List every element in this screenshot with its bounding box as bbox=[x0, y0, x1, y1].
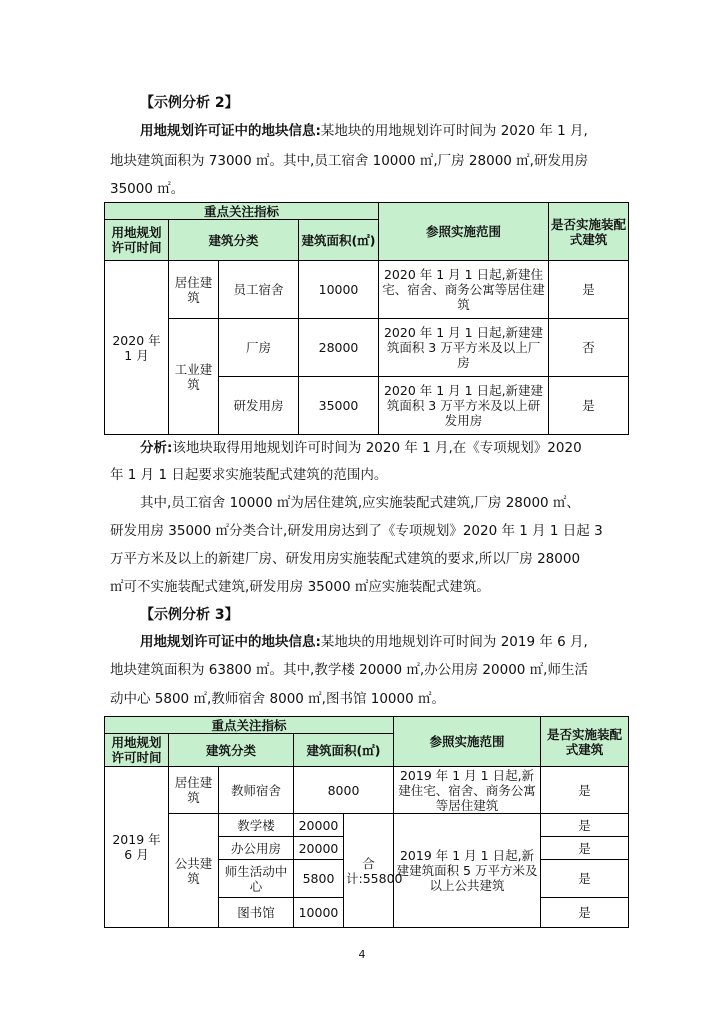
table-cell-area: 10000 bbox=[299, 261, 379, 319]
example2-table bbox=[104, 202, 629, 435]
example3-header-category: 建筑分类 bbox=[169, 734, 294, 767]
example2-analysis-line1 bbox=[140, 438, 582, 458]
table-cell-prefab: 是 bbox=[541, 898, 629, 928]
example2-info-lead: 用地规划许可证中的地块信息: bbox=[140, 123, 321, 139]
example3-category-public: 公共建筑 bbox=[169, 814, 219, 928]
table-cell-scope: 2019 年 1 月 1 日起,新建住宅、宿舍、商务公寓等居住建筑 bbox=[394, 767, 541, 814]
table-cell-area: 5800 bbox=[294, 860, 344, 898]
table-cell-area: 20000 bbox=[294, 837, 344, 860]
example3-header-prefab: 是否实施装配式建筑 bbox=[541, 717, 629, 767]
example2-para-line2: 研发用房 35000 ㎡分类合计,研发用房达到了《专项规划》2020 年 1 月 1 日起 3 bbox=[110, 523, 603, 539]
table-cell-prefab: 是 bbox=[541, 814, 629, 837]
table-cell-name: 办公用房 bbox=[219, 837, 294, 860]
page-number: 4 bbox=[358, 948, 366, 961]
table-cell-prefab: 是 bbox=[541, 860, 629, 898]
example3-heading: 【示例分析 3】 bbox=[140, 607, 239, 623]
example2-para-line3: 万平方米及以上的新建厂房、研发用房实施装配式建筑的要求,所以厂房 28000 bbox=[110, 551, 581, 567]
table-cell-area: 8000 bbox=[294, 767, 394, 814]
example2-info-line2: 地块建筑面积为 73000 ㎡。其中,员工宿舍 10000 ㎡,厂房 28000 ㎡,研发用房 bbox=[110, 153, 588, 169]
table-cell-scope: 2020 年 1 月 1 日起,新建住宅、宿舍、商务公寓等居住建筑 bbox=[379, 261, 549, 319]
example2-header-category: 建筑分类 bbox=[169, 220, 299, 261]
table-cell-name: 厂房 bbox=[219, 319, 299, 377]
example3-public-scope: 2019 年 1 月 1 日起,新建建筑面积 5 万平方米及以上公共建筑 bbox=[394, 814, 541, 928]
example3-public-total: 合计:55800 bbox=[344, 814, 394, 928]
example3-info-lead: 用地规划许可证中的地块信息: bbox=[140, 634, 321, 650]
example2-header-time: 用地规划许可时间 bbox=[105, 220, 169, 261]
table-cell-prefab: 是 bbox=[541, 837, 629, 860]
example2-info-line1 bbox=[140, 121, 588, 141]
example3-info-line2: 地块建筑面积为 63800 ㎡。其中,教学楼 20000 ㎡,办公用房 20000 ㎡,师生活 bbox=[110, 662, 588, 678]
table-cell-area: 28000 bbox=[299, 319, 379, 377]
table-cell-prefab: 否 bbox=[549, 319, 629, 377]
table-cell-scope: 2020 年 1 月 1 日起,新建建筑面积 3 万平方米及以上厂房 bbox=[379, 319, 549, 377]
table-cell-prefab: 是 bbox=[549, 261, 629, 319]
example2-header-key: 重点关注指标 bbox=[105, 203, 379, 220]
table-cell-prefab: 是 bbox=[549, 377, 629, 435]
example2-para-line1: 其中,员工宿舍 10000 ㎡为居住建筑,应实施装配式建筑,厂房 28000 ㎡、 bbox=[140, 495, 580, 511]
table-cell-name: 图书馆 bbox=[219, 898, 294, 928]
example3-header-scope: 参照实施范围 bbox=[394, 717, 541, 767]
example3-info-line1 bbox=[140, 632, 588, 652]
example3-header-key: 重点关注指标 bbox=[105, 717, 394, 734]
example2-header-scope: 参照实施范围 bbox=[379, 203, 549, 261]
table-cell-scope: 2020 年 1 月 1 日起,新建建筑面积 3 万平方米及以上研发用房 bbox=[379, 377, 549, 435]
example2-analysis-line2: 年 1 月 1 日起要求实施装配式建筑的范围内。 bbox=[110, 467, 388, 483]
table-cell-name: 教师宿舍 bbox=[219, 767, 294, 814]
table-cell-area: 35000 bbox=[299, 377, 379, 435]
example2-header-prefab: 是否实施装配式建筑 bbox=[549, 203, 629, 261]
example2-category-residential: 居住建筑 bbox=[169, 261, 219, 319]
table-cell-name: 员工宿舍 bbox=[219, 261, 299, 319]
example2-heading: 【示例分析 2】 bbox=[140, 95, 239, 111]
example2-time-cell: 2020 年 1 月 bbox=[105, 261, 169, 435]
example2-info-line1-rest: 某地块的用地规划许可时间为 2020 年 1 月, bbox=[320, 123, 588, 139]
example3-table bbox=[104, 716, 629, 928]
example2-para-line4: ㎡可不实施装配式建筑,研发用房 35000 ㎡应实施装配式建筑。 bbox=[110, 579, 490, 595]
example2-header-area: 建筑面积(㎡) bbox=[299, 220, 379, 261]
example2-info-line3: 35000 ㎡。 bbox=[110, 181, 185, 197]
table-cell-area: 20000 bbox=[294, 814, 344, 837]
example3-header-time: 用地规划许可时间 bbox=[105, 734, 169, 767]
example3-category-residential: 居住建筑 bbox=[169, 767, 219, 814]
table-cell-area: 10000 bbox=[294, 898, 344, 928]
example3-time-cell: 2019 年 6 月 bbox=[105, 767, 169, 928]
table-cell-name: 研发用房 bbox=[219, 377, 299, 435]
table-cell-name: 师生活动中心 bbox=[219, 860, 294, 898]
example3-info-line3: 动中心 5800 ㎡,教师宿舍 8000 ㎡,图书馆 10000 ㎡。 bbox=[110, 691, 445, 707]
example3-header-area: 建筑面积(㎡) bbox=[294, 734, 394, 767]
example2-analysis-lead: 分析: bbox=[140, 440, 173, 456]
table-cell-prefab: 是 bbox=[541, 767, 629, 814]
example2-category-industrial: 工业建筑 bbox=[169, 319, 219, 435]
example3-info-line1-rest: 某地块的用地规划许可时间为 2019 年 6 月, bbox=[320, 634, 588, 650]
example2-analysis-line1-rest: 该地块取得用地规划许可时间为 2020 年 1 月,在《专项规划》2020 bbox=[172, 440, 582, 456]
table-cell-name: 教学楼 bbox=[219, 814, 294, 837]
